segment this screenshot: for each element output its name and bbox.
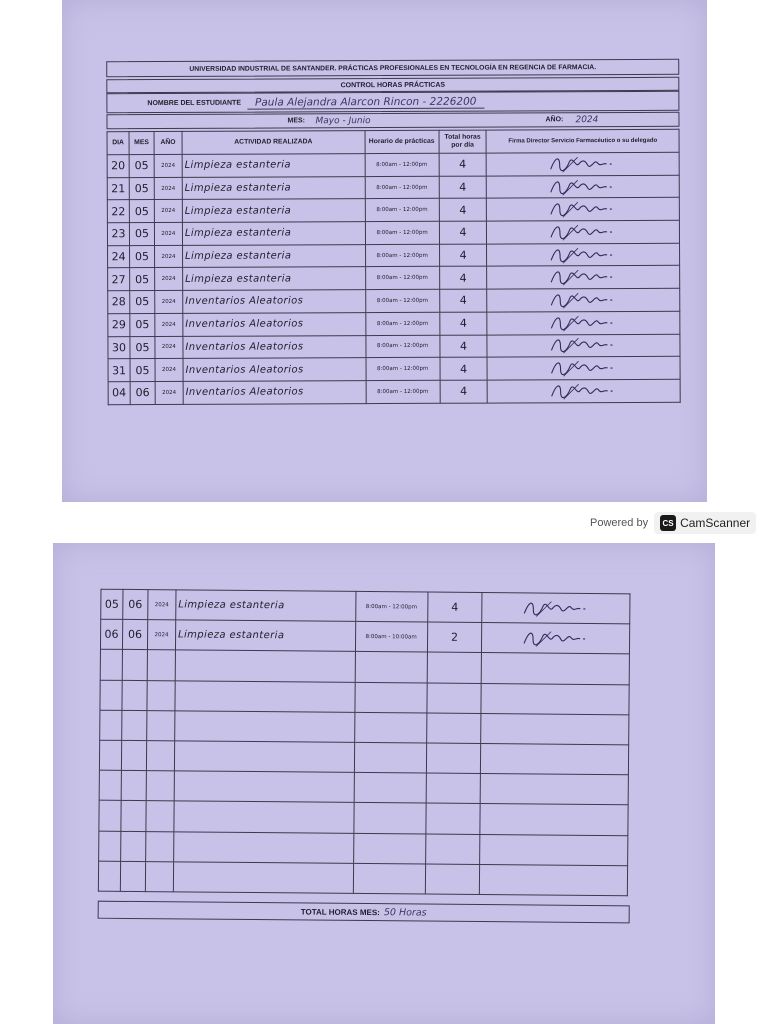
attendance-sheet-1 (106, 59, 681, 423)
cell-month: 05 (130, 268, 155, 291)
table-row (107, 152, 679, 177)
total-hours-label: TOTAL HORAS MES: (300, 906, 380, 917)
empty-cell (481, 743, 629, 774)
year-label: AÑO: (545, 116, 564, 124)
cell-activity: Inventarios Aleatorios (183, 290, 366, 313)
cell-schedule: 8:00am - 12:00pm (366, 357, 440, 380)
empty-row (99, 831, 628, 866)
empty-row (99, 770, 628, 805)
empty-cell (480, 804, 628, 835)
empty-cell (353, 833, 425, 864)
cell-day: 27 (108, 268, 130, 291)
table-row (108, 266, 680, 291)
empty-cell (481, 713, 629, 744)
empty-cell (99, 740, 121, 770)
col-hours: Total horas por día (439, 130, 487, 153)
cell-activity: Inventarios Aleatorios (183, 358, 366, 381)
empty-row (100, 650, 629, 685)
table-row (107, 198, 679, 223)
cell-schedule: 8:00am - 12:00pm (365, 199, 439, 222)
signature-mark (482, 593, 630, 624)
cell-hours: 4 (439, 176, 487, 199)
student-name: Paula Alejandra Alarcon Rincon - 2226200 (247, 95, 484, 109)
cell-activity: Limpieza estanteria (182, 222, 365, 245)
col-day: DIA (107, 132, 129, 155)
control-title: CONTROL HORAS PRÁCTICAS (106, 77, 679, 94)
cell-schedule: 8:00am - 12:00pm (366, 335, 440, 358)
cell-month: 06 (122, 620, 147, 650)
total-hours-row (98, 901, 630, 924)
cell-day: 29 (108, 313, 130, 336)
scanned-page-1 (62, 0, 707, 502)
table-row (108, 334, 680, 359)
cell-schedule: 8:00am - 12:00pm (365, 221, 439, 244)
empty-cell (354, 773, 426, 804)
student-row (106, 91, 679, 113)
table-row (108, 356, 680, 381)
col-activity: ACTIVIDAD REALIZADA (182, 131, 365, 155)
cell-hours: 4 (439, 153, 487, 176)
cell-year: 2024 (155, 336, 183, 359)
empty-cell (425, 834, 480, 865)
cell-schedule: 8:00am - 12:00pm (365, 176, 439, 199)
cell-year: 2024 (155, 381, 183, 404)
empty-cell (147, 710, 175, 740)
cell-year: 2024 (155, 291, 183, 314)
cell-day: 20 (107, 155, 129, 178)
cell-hours: 4 (439, 312, 487, 335)
empty-cell (100, 680, 122, 710)
table-header-row (107, 129, 679, 154)
empty-cell (426, 683, 481, 714)
table-row (107, 175, 679, 200)
table-row (101, 589, 630, 624)
cell-hours: 4 (439, 289, 487, 312)
signature-mark (487, 334, 680, 358)
cell-day: 04 (108, 382, 130, 405)
cell-hours: 4 (427, 592, 482, 623)
camscanner-badge (654, 512, 756, 534)
signature-mark (487, 152, 680, 176)
signature-mark (487, 220, 680, 244)
cell-month: 05 (129, 223, 154, 246)
cell-hours: 4 (439, 267, 487, 290)
col-schedule: Horario de prácticas (365, 130, 439, 153)
camscanner-logo-icon: CS (660, 515, 676, 531)
cell-day: 05 (101, 589, 123, 619)
empty-cell (121, 801, 146, 831)
cell-month: 05 (130, 359, 155, 382)
signature-mark (487, 243, 680, 267)
empty-cell (146, 801, 174, 831)
empty-cell (481, 653, 629, 684)
table-row (108, 243, 680, 268)
powered-by-text: Powered by (590, 517, 649, 529)
empty-cell (426, 713, 481, 744)
col-month: MES (129, 132, 154, 155)
empty-cell (480, 774, 628, 805)
empty-cell (122, 680, 147, 710)
cell-day: 23 (107, 223, 129, 246)
empty-cell (174, 831, 354, 863)
empty-cell (425, 864, 480, 895)
cell-activity: Limpieza estanteria (176, 590, 356, 622)
table-row (108, 379, 680, 404)
empty-cell (355, 682, 427, 713)
empty-cell (174, 801, 354, 833)
empty-cell (480, 834, 628, 865)
empty-row (100, 710, 629, 745)
cell-schedule: 8:00am - 12:00pm (365, 267, 439, 290)
scanned-page-2 (53, 543, 715, 1024)
cell-year: 2024 (154, 222, 182, 245)
table-row (107, 220, 679, 245)
cell-schedule: 8:00am - 12:00pm (355, 591, 427, 622)
empty-cell (173, 862, 353, 894)
signature-mark (488, 379, 681, 403)
empty-cell (354, 742, 426, 773)
signature-mark (487, 266, 680, 290)
cell-day: 30 (108, 336, 130, 359)
cell-year: 2024 (155, 268, 183, 291)
cell-day: 06 (100, 619, 122, 649)
hours-table-page2 (98, 589, 631, 896)
col-year: AÑO (154, 131, 182, 154)
empty-cell (354, 712, 426, 743)
table-row (108, 288, 680, 313)
empty-cell (100, 710, 122, 740)
cell-month: 05 (129, 155, 154, 178)
cell-hours: 2 (427, 622, 482, 653)
empty-cell (98, 861, 120, 891)
year-value: 2024 (575, 114, 599, 125)
empty-cell (426, 743, 481, 774)
empty-cell (120, 861, 145, 891)
signature-mark (482, 623, 630, 654)
cell-month: 05 (130, 313, 155, 336)
empty-cell (355, 652, 427, 683)
signature-mark (487, 175, 680, 199)
cell-hours: 4 (439, 198, 487, 221)
cell-month: 05 (130, 245, 155, 268)
cell-month: 05 (130, 336, 155, 359)
cell-schedule: 8:00am - 12:00pm (365, 244, 439, 267)
empty-cell (147, 650, 175, 680)
empty-row (99, 740, 628, 775)
empty-cell (175, 650, 355, 682)
cell-year: 2024 (155, 313, 183, 336)
cell-hours: 4 (440, 357, 488, 380)
month-value: Mayo - Junio (315, 115, 371, 126)
month-label: MES: (287, 117, 305, 125)
cell-schedule: 8:00am - 10:00am (355, 622, 427, 653)
cell-year: 2024 (154, 245, 182, 268)
table-row (108, 311, 680, 336)
empty-cell (99, 831, 121, 861)
empty-cell (100, 650, 122, 680)
empty-cell (353, 803, 425, 834)
cell-hours: 4 (439, 244, 487, 267)
empty-cell (121, 831, 146, 861)
cell-activity: Limpieza estanteria (182, 154, 365, 177)
cell-month: 06 (130, 381, 155, 404)
cell-schedule: 8:00am - 12:00pm (365, 312, 439, 335)
empty-row (98, 861, 627, 896)
empty-cell (145, 861, 173, 891)
empty-cell (121, 740, 146, 770)
camscanner-brand: CamScanner (680, 516, 751, 530)
student-label: NOMBRE DEL ESTUDIANTE (147, 99, 242, 107)
cell-activity: Limpieza estanteria (182, 199, 365, 222)
cell-year: 2024 (148, 590, 176, 620)
cell-day: 24 (108, 245, 130, 268)
attendance-sheet-2 (98, 589, 631, 936)
empty-cell (353, 863, 425, 894)
signature-mark (487, 198, 680, 222)
empty-cell (99, 801, 121, 831)
empty-cell (481, 683, 629, 714)
table-row (100, 619, 629, 654)
empty-cell (480, 864, 628, 895)
empty-cell (174, 741, 354, 773)
empty-cell (174, 771, 354, 803)
empty-cell (146, 741, 174, 771)
cell-schedule: 8:00am - 12:00pm (365, 289, 439, 312)
hours-table-page1 (107, 129, 681, 405)
empty-row (99, 801, 628, 836)
empty-cell (175, 680, 355, 712)
cell-month: 05 (130, 291, 155, 314)
cell-day: 22 (107, 200, 129, 223)
empty-cell (426, 773, 481, 804)
total-hours-value: 50 Horas (383, 906, 427, 919)
cell-day: 31 (108, 359, 130, 382)
cell-activity: Limpieza estanteria (175, 620, 355, 652)
camscanner-footer (590, 510, 756, 536)
cell-activity: Inventarios Aleatorios (183, 312, 366, 335)
cell-day: 21 (107, 177, 129, 200)
university-header: UNIVERSIDAD INDUSTRIAL DE SANTANDER. PRÁCTICAS PROFESIONALES EN TECNOLOGÍA EN REGENCIA DE FARMACIA. (106, 59, 679, 78)
cell-hours: 4 (439, 335, 487, 358)
cell-year: 2024 (147, 620, 175, 650)
cell-activity: Limpieza estanteria (182, 244, 365, 267)
cell-year: 2024 (154, 154, 182, 177)
cell-month: 05 (129, 200, 154, 223)
signature-mark (487, 288, 680, 312)
cell-month: 05 (129, 177, 154, 200)
col-signature: Firma Director Servicio Farmacéutico o su delegado (486, 129, 679, 153)
empty-cell (122, 650, 147, 680)
cell-schedule: 8:00am - 12:00pm (366, 380, 440, 403)
empty-cell (121, 771, 146, 801)
cell-hours: 4 (439, 221, 487, 244)
signature-mark (487, 356, 680, 380)
empty-cell (425, 803, 480, 834)
empty-cell (175, 711, 355, 743)
empty-cell (146, 771, 174, 801)
empty-row (100, 680, 629, 715)
cell-activity: Limpieza estanteria (182, 176, 365, 199)
cell-activity: Inventarios Aleatorios (183, 335, 366, 358)
empty-cell (146, 831, 174, 861)
cell-hours: 4 (440, 380, 488, 403)
empty-cell (427, 652, 482, 683)
empty-cell (147, 680, 175, 710)
cell-year: 2024 (154, 200, 182, 223)
cell-month: 06 (123, 589, 148, 619)
cell-schedule: 8:00am - 12:00pm (365, 153, 439, 176)
cell-year: 2024 (154, 177, 182, 200)
cell-year: 2024 (155, 359, 183, 382)
signature-mark (487, 311, 680, 335)
cell-activity: Inventarios Aleatorios (183, 380, 366, 403)
cell-activity: Limpieza estanteria (183, 267, 366, 290)
month-year-row (106, 112, 679, 130)
empty-cell (99, 770, 121, 800)
cell-day: 28 (108, 291, 130, 314)
empty-cell (122, 710, 147, 740)
